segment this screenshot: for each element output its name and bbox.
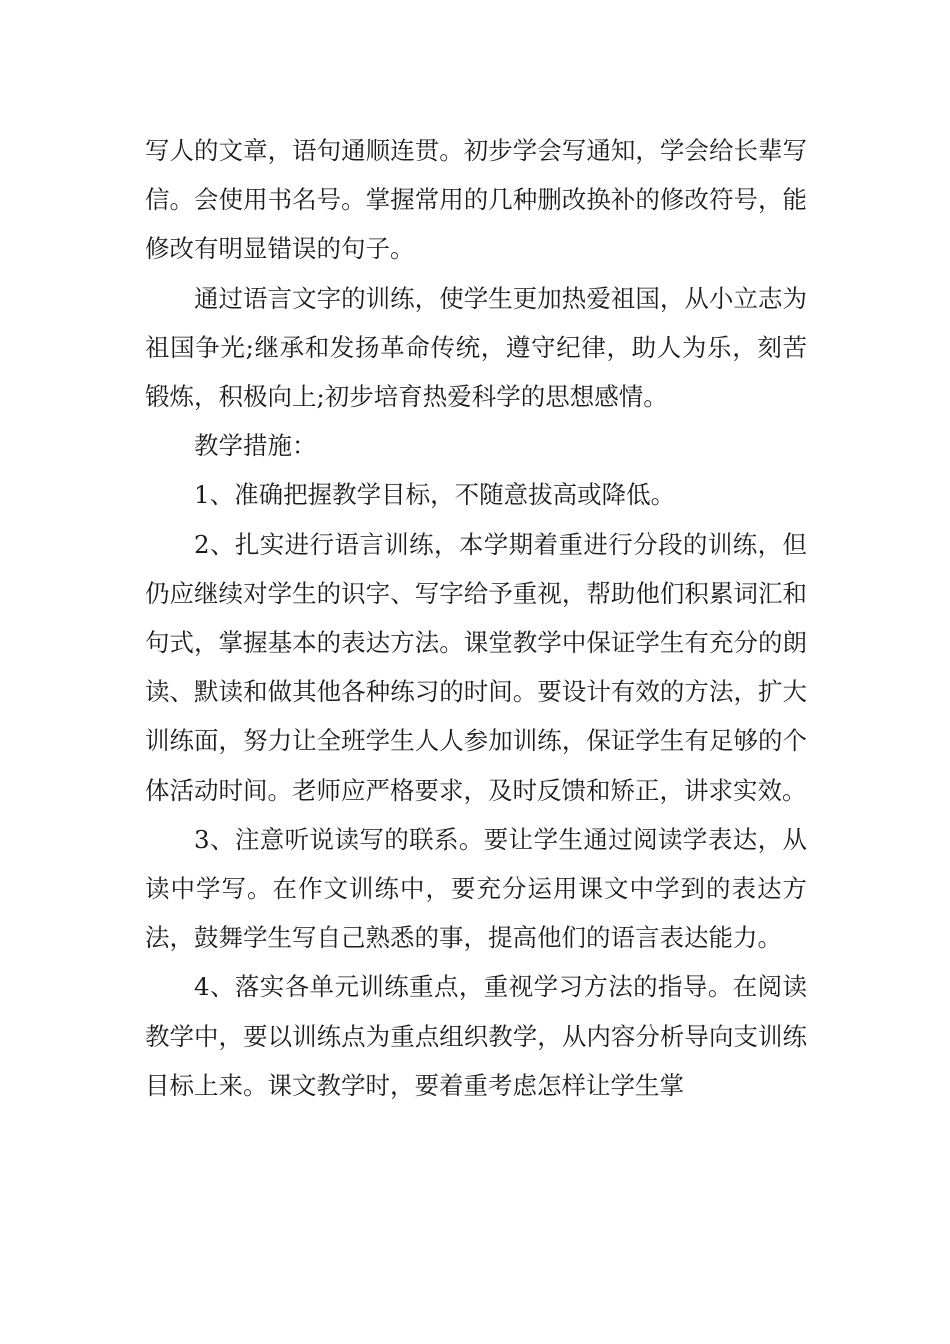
paragraph-item-1 (145, 470, 807, 519)
paragraph-item-3 (145, 815, 807, 963)
line: 刻苦锻炼，积极向上;初步培育热爱科学的思想感情。 (145, 332, 807, 412)
line: 辈写信。会使用书名号。掌握常用的几种删改换补的修改 (145, 136, 808, 215)
line: 符号，能修改有明显错误的句子。 (145, 185, 808, 264)
line: 有充分的朗读、默读和做其他各种练习的时间。要设计有 (145, 628, 807, 707)
line: 读教学中，要以训练点为重点组织教学，从内容分析导向 (145, 972, 807, 1051)
line: 从读中学写。在作文训练中，要充分运用课文中学到的表 (145, 824, 807, 904)
line: 但仍应继续对学生的识字、写字给予重视，帮助他们积累 (145, 529, 807, 608)
line: 达方法，鼓舞学生写自己熟悉的事，提高他们的语言表达 (145, 874, 807, 953)
section-heading-teaching-measures (145, 421, 807, 470)
line: 1、准确把握教学目标，不随意拔高或降低。 (194, 480, 676, 510)
line: 2、扎实进行语言训练，本学期着重进行分段的训练， (194, 529, 783, 559)
line: 词汇和句式，掌握基本的表达方法。课堂教学中保证学生 (145, 578, 808, 658)
line: 效的方法，扩大训练面，努力让全班学生人人参加训练， (145, 677, 808, 756)
line: 保证学生有足够的个体活动时间。老师应严格要求，及时 (145, 726, 808, 805)
document-body (145, 126, 807, 1110)
line: 3、注意听说读写的联系。要让学生通过阅读学表达， (194, 824, 783, 854)
paragraph-item-2 (145, 520, 807, 815)
line: 4、落实各单元训练重点，重视学习方法的指导。在阅 (194, 972, 783, 1002)
line: 反馈和矫正，讲求实效。 (537, 775, 807, 805)
line: 写人的文章，语句通顺连贯。初步学会写通知，学会给长 (145, 136, 758, 165)
line: 通过语言文字的训练，使学生更加热爱祖国，从小立 (194, 283, 758, 313)
paragraph-1 (145, 126, 807, 274)
line: 能力。 (708, 923, 782, 953)
line: 支训练目标上来。课文教学时，要着重考虑怎样让学生掌 (145, 1021, 808, 1100)
paragraph-item-4 (145, 962, 807, 1110)
line: 志为祖国争光;继承和发扬革命传统，遵守纪律，助人为乐， (145, 283, 808, 362)
line: 教学措施： (194, 431, 317, 461)
paragraph-2 (145, 274, 807, 422)
